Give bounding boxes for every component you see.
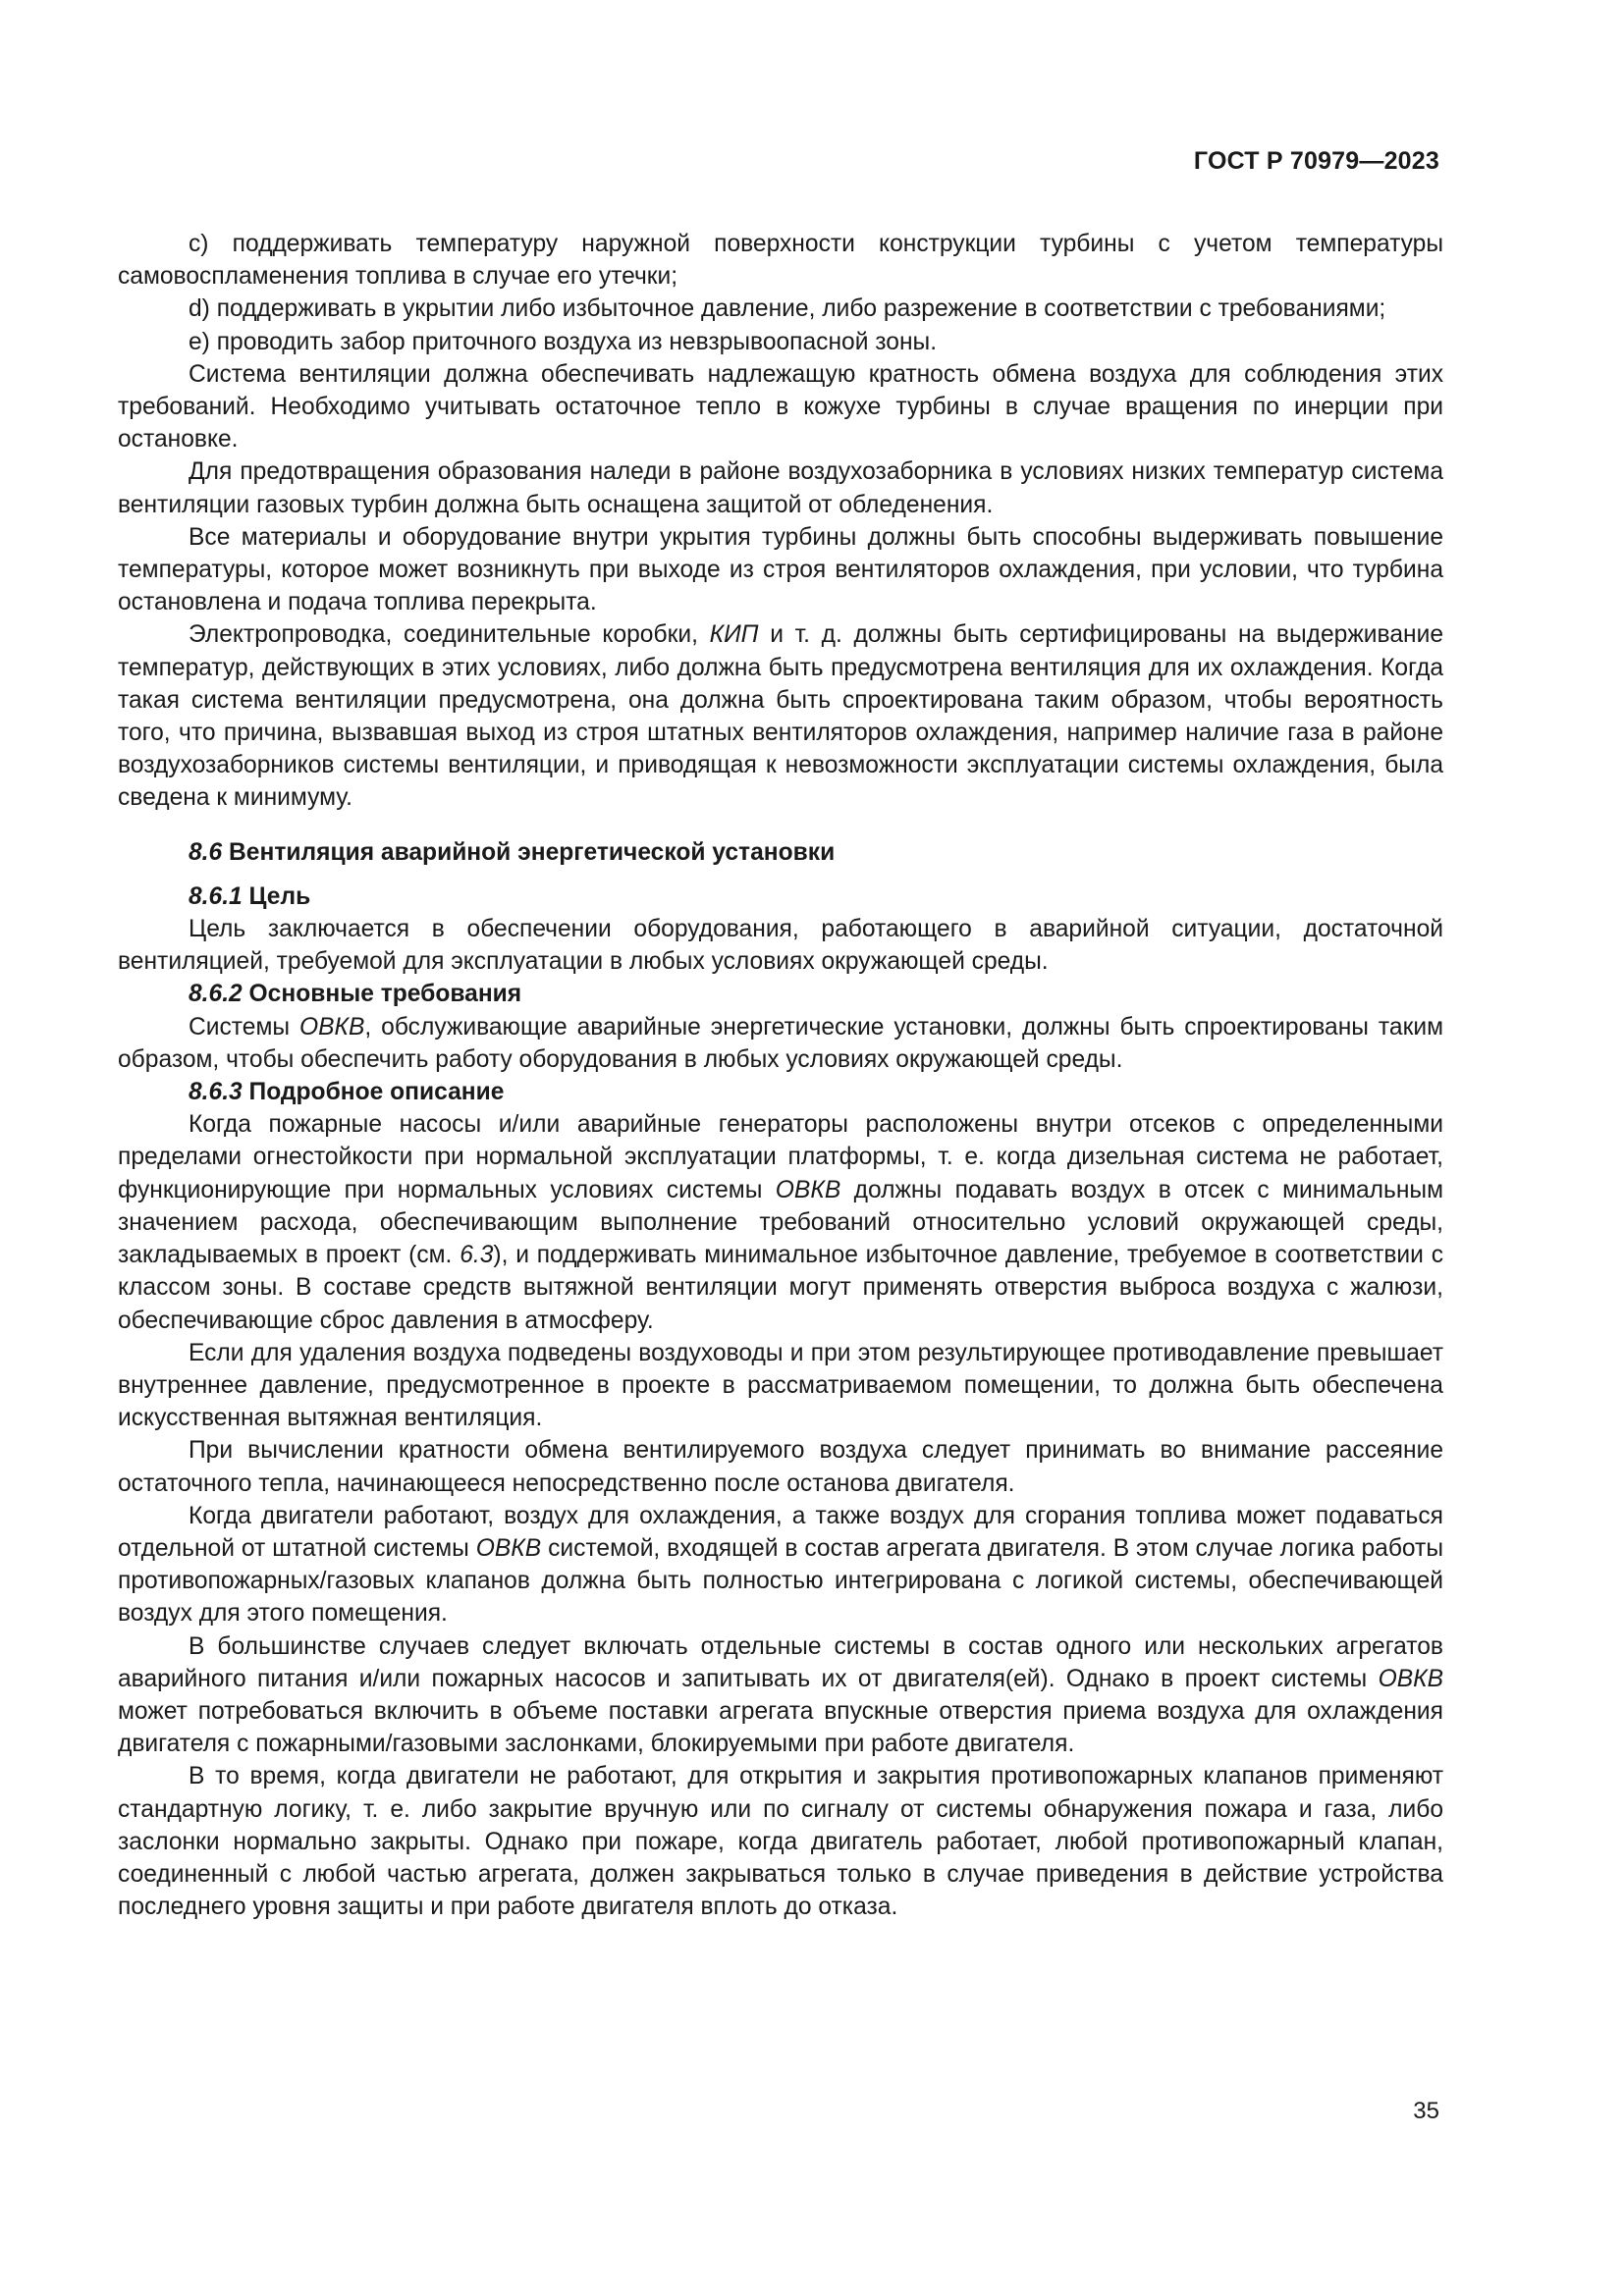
- paragraph: Когда пожарные насосы и/или аварийные генераторы расположены внутри отсеков с определенными пределами огнестойкости при нормальной эксплуатации платформы, т. е. когда дизельная система не работает, функционирующие при нормальных условиях системы ОВКВ должны подавать воздух в отсек с минимальным значением расхода, обеспечивающим выполнение требований относительно условий окружающей среды, закладываемых в проект (см. 6.3), и поддерживать минимальное избыточное давление, требуемое в соответствии с классом зоны. В составе средств вытяжной вентиляции могут применять отверстия выброса воздуха с жалюзи, обеспечивающие сброс давления в атмосферу.: [118, 1111, 1444, 1334]
- paragraph: Все материалы и оборудование внутри укрытия турбины должны быть способны выдерживать повышение температуры, которое может возникнуть при выходе из строя вентиляторов охлаждения, при условии, что турбина остановлена и подача топлива перекрыта.: [118, 523, 1443, 616]
- abbr-kip: КИП: [709, 621, 759, 649]
- document-id-header: ГОСТ Р 70979—2023: [1193, 147, 1439, 175]
- list-item-c: c) поддерживать температуру наружной поверхности конструкции турбины с учетом температуры самовоспламенения топлива в случае его утечки;: [118, 231, 1443, 291]
- subsection-heading-8-6-1: 8.6.1 Цель: [189, 882, 311, 910]
- paragraph: Для предотвращения образования наледи в районе воздухозаборника в условиях низких температур система вентиляции газовых турбин должна быть оснащена защитой от обледенения.: [118, 458, 1443, 518]
- section-heading-8-6: 8.6 Вентиляция аварийной энергетической установки: [189, 838, 836, 866]
- paragraph: Система вентиляции должна обеспечивать надлежащую кратность обмена воздуха для соблюдения этих требований. Необходимо учитывать остаточное тепло в кожухе турбины в случае вращения по инерции при остановке.: [118, 360, 1443, 454]
- document-body: [118, 228, 1443, 1923]
- paragraph: В большинстве случаев следует включать отдельные системы в состав одного или нескольких агрегатов аварийного питания и/или пожарных насосов и запитывать их от двигателя(ей). Однако в проект системы ОВКВ может потребоваться включить в объеме поставки агрегата впускные отверстия приема воздуха для охлаждения двигателя с пожарными/газовыми заслонками, блокируемыми при работе двигателя.: [118, 1632, 1443, 1758]
- list-item-d: d) поддерживать в укрытии либо избыточное давление, либо разрежение в соответствии с требованиями;: [189, 295, 1386, 323]
- subsection-heading-8-6-2: 8.6.2 Основные требования: [189, 981, 522, 1008]
- paragraph: Если для удаления воздуха подведены воздуховоды и при этом результирующее противодавление превышает внутреннее давление, предусмотренное в проекте в рассматриваемом помещении, то должна быть обеспечена искусственная вытяжная вентиляция.: [118, 1339, 1443, 1432]
- subsection-heading-8-6-3: 8.6.3 Подробное описание: [189, 1079, 505, 1106]
- paragraph: Цель заключается в обеспечении оборудования, работающего в аварийной ситуации, достаточной вентиляцией, требуемой для эксплуатации в любых условиях окружающей среды.: [118, 916, 1443, 976]
- paragraph: В то время, когда двигатели не работают, для открытия и закрытия противопожарных клапанов применяют стандартную логику, т. е. либо закрытие вручную или по сигналу от системы обнаружения пожара и газа, либо заслонки нормально закрыты. Однако при пожаре, когда двигатель работает, любой противопожарный клапан, соединенный с любой частью агрегата, должен закрываться только в случае приведения в действие устройства последнего уровня защиты и при работе двигателя вплоть до отказа.: [118, 1763, 1443, 1921]
- list-item-e: e) проводить забор приточного воздуха из невзрывоопасной зоны.: [189, 328, 938, 355]
- paragraph: Системы ОВКВ, обслуживающие аварийные энергетические установки, должны быть спроектированы таким образом, чтобы обеспечить работу оборудования в любых условиях окружающей среды.: [118, 1013, 1443, 1073]
- paragraph: При вычислении кратности обмена вентилируемого воздуха следует принимать во внимание рассеяние остаточного тепла, начинающееся непосредственно после останова двигателя.: [118, 1437, 1443, 1497]
- page-number: 35: [1413, 2098, 1439, 2124]
- paragraph: Когда двигатели работают, воздух для охлаждения, а также воздух для сгорания топлива может подаваться отдельной от штатной системы ОВКВ системой, входящей в состав агрегата двигателя. В этом случае логика работы противопожарных/газовых клапанов должна быть полностью интегрирована с логикой системы, обеспечивающей воздух для этого помещения.: [118, 1502, 1443, 1628]
- paragraph-kip: Электропроводка, соединительные коробки, КИП и т. д. должны быть сертифицированы на выдерживание температур, действующих в этих условиях, либо должна быть предусмотрена вентиляция для их охлаждения. Когда такая система вентиляции предусмотрена, она должна быть спроектирована таким образом, чтобы вероятность того, что причина, вызвавшая выход из строя штатных вентиляторов охлаждения, например наличие газа в районе воздухозаборников системы вентиляции, и приводящая к невозможности эксплуатации системы охлаждения, была сведена к минимуму.: [118, 621, 1443, 812]
